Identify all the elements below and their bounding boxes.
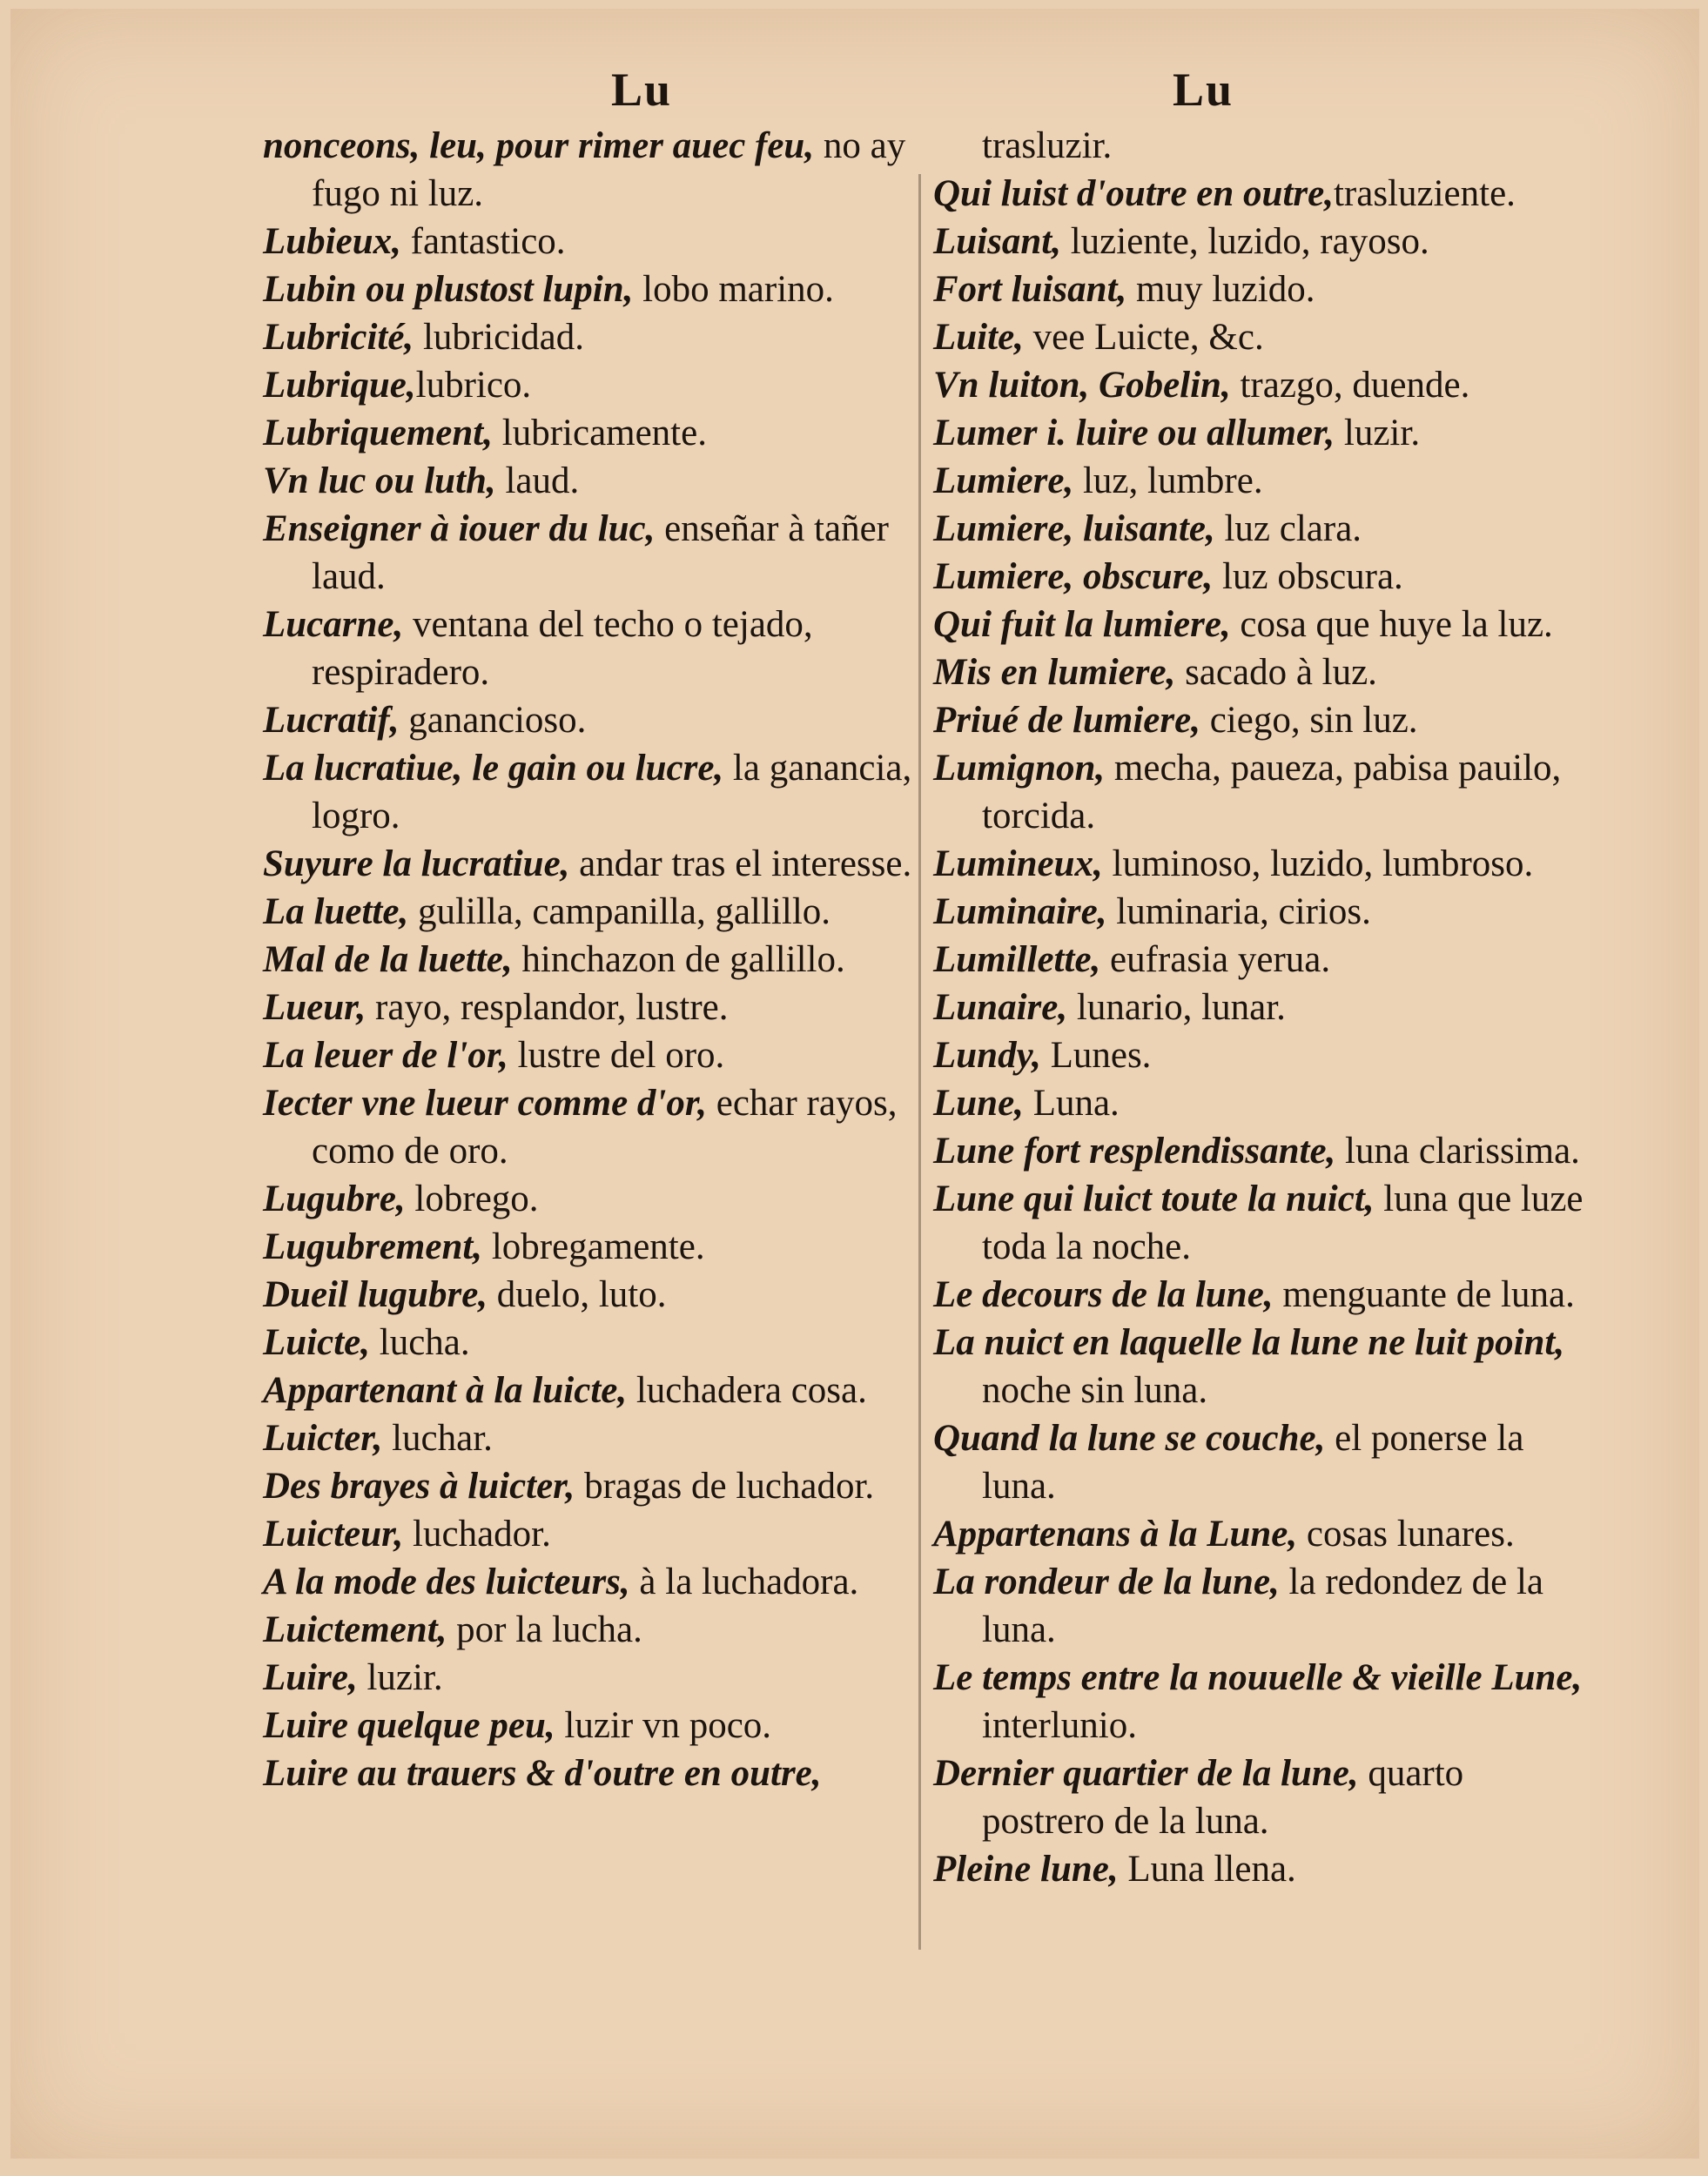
entry-headword: Lune, — [933, 1083, 1024, 1124]
right-column — [933, 122, 1586, 1893]
entry-headword: La lucratiue, le gain ou lucre, — [263, 748, 724, 789]
dictionary-entry — [263, 1175, 925, 1223]
dictionary-entry — [263, 1606, 925, 1654]
entry-translation: laud. — [495, 460, 580, 501]
entry-headword: Lubriquement, — [263, 413, 494, 453]
entry-translation: lubricidad. — [414, 317, 585, 358]
entry-translation: luzir vn poco. — [555, 1705, 772, 1746]
dictionary-entry — [933, 122, 1586, 170]
dictionary-entry — [263, 696, 925, 744]
dictionary-entry — [933, 218, 1586, 265]
entry-translation: bragas de luchador. — [575, 1466, 875, 1507]
entry-translation: noche sin luna. — [982, 1370, 1208, 1411]
dictionary-entry — [933, 744, 1586, 840]
dictionary-entry — [933, 505, 1586, 553]
dictionary-entry — [263, 122, 925, 218]
dictionary-entry — [263, 1414, 925, 1462]
dictionary-entry — [933, 553, 1586, 601]
dictionary-entry — [933, 457, 1586, 505]
entry-translation: no ay fugo ni luz. — [312, 125, 906, 214]
entry-translation: luchar. — [382, 1418, 493, 1459]
dictionary-entry — [263, 1079, 925, 1175]
entry-translation: ventana del techo o tejado, respiradero. — [312, 604, 813, 693]
entry-headword: Appartenans à la Lune, — [933, 1514, 1298, 1555]
entry-headword: Luisant, — [933, 221, 1061, 262]
entry-translation: lubricamente. — [493, 413, 707, 453]
entry-headword: Lucarne, — [263, 604, 404, 645]
dictionary-page — [10, 9, 1699, 2159]
dictionary-entry — [263, 840, 925, 888]
dictionary-entry — [263, 218, 925, 265]
entry-headword: Iecter vne lueur comme d'or, — [263, 1083, 707, 1124]
dictionary-entry — [933, 1079, 1586, 1127]
dictionary-entry — [263, 744, 925, 840]
dictionary-entry — [263, 1462, 925, 1510]
entry-translation: à la luchadora. — [629, 1561, 859, 1602]
entry-headword: Luminaire, — [933, 891, 1107, 932]
entry-headword: Lubieux, — [263, 221, 401, 262]
entry-headword: Luicte, — [263, 1322, 370, 1363]
entry-translation: lunario, lunar. — [1067, 987, 1286, 1028]
page-header-right: Lu — [1173, 64, 1234, 116]
dictionary-entry — [263, 1319, 925, 1367]
entry-translation: luzir. — [1335, 413, 1421, 453]
dictionary-entry — [263, 505, 925, 601]
dictionary-entry — [933, 984, 1586, 1031]
entry-headword: Suyure la lucratiue, — [263, 843, 570, 884]
dictionary-entry — [263, 1031, 925, 1079]
entry-translation: el ponerse la luna. — [982, 1418, 1524, 1507]
entry-translation: vee Luicte, &c. — [1023, 317, 1264, 358]
dictionary-entry — [933, 888, 1586, 936]
entry-headword: Lundy, — [933, 1035, 1041, 1076]
dictionary-entry — [933, 361, 1586, 409]
entry-headword: A la mode des luicteurs, — [263, 1561, 630, 1602]
entry-translation: Luna. — [1023, 1083, 1120, 1124]
entry-headword: Luire au trauers & d'outre en outre, — [263, 1753, 822, 1794]
dictionary-entry — [263, 1510, 925, 1558]
entry-translation: menguante de luna. — [1273, 1274, 1575, 1315]
entry-translation: trazgo, duende. — [1230, 365, 1470, 406]
entry-translation: luz clara. — [1214, 508, 1362, 549]
entry-headword: Qui luist d'outre en outre, — [933, 173, 1334, 214]
entry-translation: luna clarissima. — [1335, 1131, 1580, 1172]
entry-headword: Enseigner à iouer du luc, — [263, 508, 656, 549]
entry-headword: Luictement, — [263, 1609, 447, 1650]
dictionary-entry — [933, 840, 1586, 888]
dictionary-entry — [263, 1654, 925, 1702]
dictionary-entry — [933, 696, 1586, 744]
dictionary-entry — [263, 1367, 925, 1414]
entry-headword: Luire quelque peu, — [263, 1705, 555, 1746]
entry-headword: Lumer i. luire ou allumer, — [933, 413, 1335, 453]
entry-headword: Qui fuit la lumiere, — [933, 604, 1231, 645]
entry-translation: luna que luze toda la noche. — [982, 1179, 1584, 1267]
entry-translation: quarto postrero de la luna. — [982, 1753, 1464, 1842]
dictionary-entry — [263, 313, 925, 361]
dictionary-entry — [263, 1750, 925, 1797]
entry-headword: Le decours de la lune, — [933, 1274, 1274, 1315]
entry-headword: Lubin ou plustost lupin, — [263, 269, 634, 310]
entry-headword: Lugubrement, — [263, 1226, 483, 1267]
dictionary-entry — [933, 265, 1586, 313]
entry-headword: Mal de la luette, — [263, 939, 513, 980]
entry-headword: Luicter, — [263, 1418, 383, 1459]
entry-translation: sacado à luz. — [1175, 652, 1377, 693]
dictionary-entry — [263, 1702, 925, 1750]
entry-headword: Des brayes à luicter, — [263, 1466, 575, 1507]
dictionary-entry — [933, 409, 1586, 457]
entry-translation: echar rayos, como de oro. — [312, 1083, 898, 1172]
dictionary-entry — [263, 888, 925, 936]
left-column — [263, 122, 925, 1797]
entry-headword: Lucratif, — [263, 700, 400, 741]
entry-translation: luchador. — [403, 1514, 551, 1555]
dictionary-entry — [263, 936, 925, 984]
dictionary-entry — [263, 361, 925, 409]
dictionary-entry — [263, 1271, 925, 1319]
entry-translation: la redondez de la luna. — [982, 1561, 1544, 1650]
dictionary-entry — [933, 601, 1586, 648]
entry-headword: Lubricité, — [263, 317, 414, 358]
entry-translation: luminoso, luzido, lumbroso. — [1102, 843, 1534, 884]
entry-translation: luchadera cosa. — [627, 1370, 867, 1411]
entry-translation: trasluzir. — [982, 125, 1113, 166]
dictionary-entry — [933, 1175, 1586, 1271]
dictionary-entry — [933, 1750, 1586, 1845]
entry-translation: cosas lunares. — [1297, 1514, 1515, 1555]
dictionary-entry — [933, 936, 1586, 984]
entry-headword: Vn luiton, Gobelin, — [933, 365, 1231, 406]
dictionary-entry — [933, 1031, 1586, 1079]
entry-headword: La nuict en laquelle la lune ne luit point, — [933, 1322, 1565, 1363]
entry-headword: Lubrique, — [263, 365, 416, 406]
entry-headword: Mis en lumiere, — [933, 652, 1176, 693]
entry-headword: Priué de lumiere, — [933, 700, 1200, 741]
entry-translation: por la lucha. — [447, 1609, 642, 1650]
dictionary-entry — [263, 601, 925, 696]
entry-headword: Le temps entre la nouuelle & vieille Lune, — [933, 1657, 1583, 1698]
entry-headword: Quand la lune se couche, — [933, 1418, 1326, 1459]
dictionary-entry — [933, 170, 1586, 218]
entry-headword: Lugubre, — [263, 1179, 406, 1219]
entry-headword: Pleine lune, — [933, 1849, 1119, 1890]
entry-translation: lustre del oro. — [508, 1035, 725, 1076]
entry-translation: lubrico. — [415, 365, 532, 406]
entry-headword: Lumineux, — [933, 843, 1103, 884]
entry-headword: Lune qui luict toute la nuict, — [933, 1179, 1375, 1219]
entry-translation: fantastico. — [400, 221, 566, 262]
entry-translation: lobo marino. — [633, 269, 834, 310]
dictionary-entry — [263, 984, 925, 1031]
entry-headword: Lumignon, — [933, 748, 1106, 789]
dictionary-entry — [263, 457, 925, 505]
entry-headword: Luire, — [263, 1657, 358, 1698]
entry-headword: Lueur, — [263, 987, 366, 1028]
entry-headword: Dernier quartier de la lune, — [933, 1753, 1359, 1794]
entry-translation: la ganancia, logro. — [312, 748, 912, 836]
dictionary-entry — [933, 648, 1586, 696]
entry-headword: Lumiere, — [933, 460, 1074, 501]
entry-translation: luzir. — [357, 1657, 443, 1698]
entry-translation: Lunes. — [1040, 1035, 1152, 1076]
entry-translation: luziente, luzido, rayoso. — [1060, 221, 1429, 262]
entry-translation: trasluziente. — [1333, 173, 1516, 214]
dictionary-entry — [933, 1654, 1586, 1750]
entry-headword: Lumillette, — [933, 939, 1101, 980]
entry-headword: Vn luc ou luth, — [263, 460, 496, 501]
entry-headword: La rondeur de la lune, — [933, 1561, 1280, 1602]
dictionary-entry — [933, 1414, 1586, 1510]
entry-translation: andar tras el interesse. — [569, 843, 912, 884]
entry-headword: Luicteur, — [263, 1514, 404, 1555]
dictionary-entry — [933, 1558, 1586, 1654]
entry-translation: muy luzido. — [1126, 269, 1315, 310]
entry-headword: Appartenant à la luicte, — [263, 1370, 628, 1411]
dictionary-entry — [933, 313, 1586, 361]
entry-translation: luz, lumbre. — [1073, 460, 1263, 501]
entry-translation: gulilla, campanilla, gallillo. — [408, 891, 831, 932]
dictionary-entry — [263, 265, 925, 313]
dictionary-entry — [263, 1558, 925, 1606]
entry-headword: Lumiere, obscure, — [933, 556, 1214, 597]
dictionary-entry — [263, 1223, 925, 1271]
dictionary-entry — [933, 1127, 1586, 1175]
entry-translation: Luna llena. — [1118, 1849, 1296, 1890]
entry-headword: nonceons, leu, pour rimer auec feu, — [263, 125, 815, 166]
dictionary-entry — [933, 1510, 1586, 1558]
entry-translation: mecha, paueza, pabisa pauilo, torcida. — [982, 748, 1562, 836]
entry-headword: Luite, — [933, 317, 1024, 358]
entry-headword: Lune fort resplendissante, — [933, 1131, 1336, 1172]
entry-headword: Lunaire, — [933, 987, 1068, 1028]
entry-translation: lobregamente. — [482, 1226, 705, 1267]
entry-translation: lobrego. — [405, 1179, 539, 1219]
dictionary-entry — [933, 1271, 1586, 1319]
entry-translation: luz obscura. — [1213, 556, 1403, 597]
entry-headword: Dueil lugubre, — [263, 1274, 488, 1315]
entry-headword: Lumiere, luisante, — [933, 508, 1215, 549]
entry-headword: Fort luisant, — [933, 269, 1127, 310]
entry-translation: duelo, luto. — [488, 1274, 667, 1315]
entry-translation: eufrasia yerua. — [1100, 939, 1331, 980]
page-header-left: Lu — [611, 64, 673, 116]
entry-translation: luminaria, cirios. — [1106, 891, 1371, 932]
dictionary-entry — [263, 409, 925, 457]
entry-translation: ciego, sin luz. — [1200, 700, 1418, 741]
entry-headword: La luette, — [263, 891, 409, 932]
dictionary-entry — [933, 1319, 1586, 1414]
entry-translation: enseñar à tañer laud. — [312, 508, 889, 597]
entry-translation: interlunio. — [982, 1705, 1137, 1746]
entry-translation: lucha. — [370, 1322, 470, 1363]
entry-translation: ganancioso. — [399, 700, 587, 741]
entry-translation: cosa que huye la luz. — [1230, 604, 1553, 645]
dictionary-entry — [933, 1845, 1586, 1893]
entry-headword: La leuer de l'or, — [263, 1035, 508, 1076]
entry-translation: hinchazon de gallillo. — [512, 939, 845, 980]
entry-translation: rayo, resplandor, lustre. — [366, 987, 729, 1028]
